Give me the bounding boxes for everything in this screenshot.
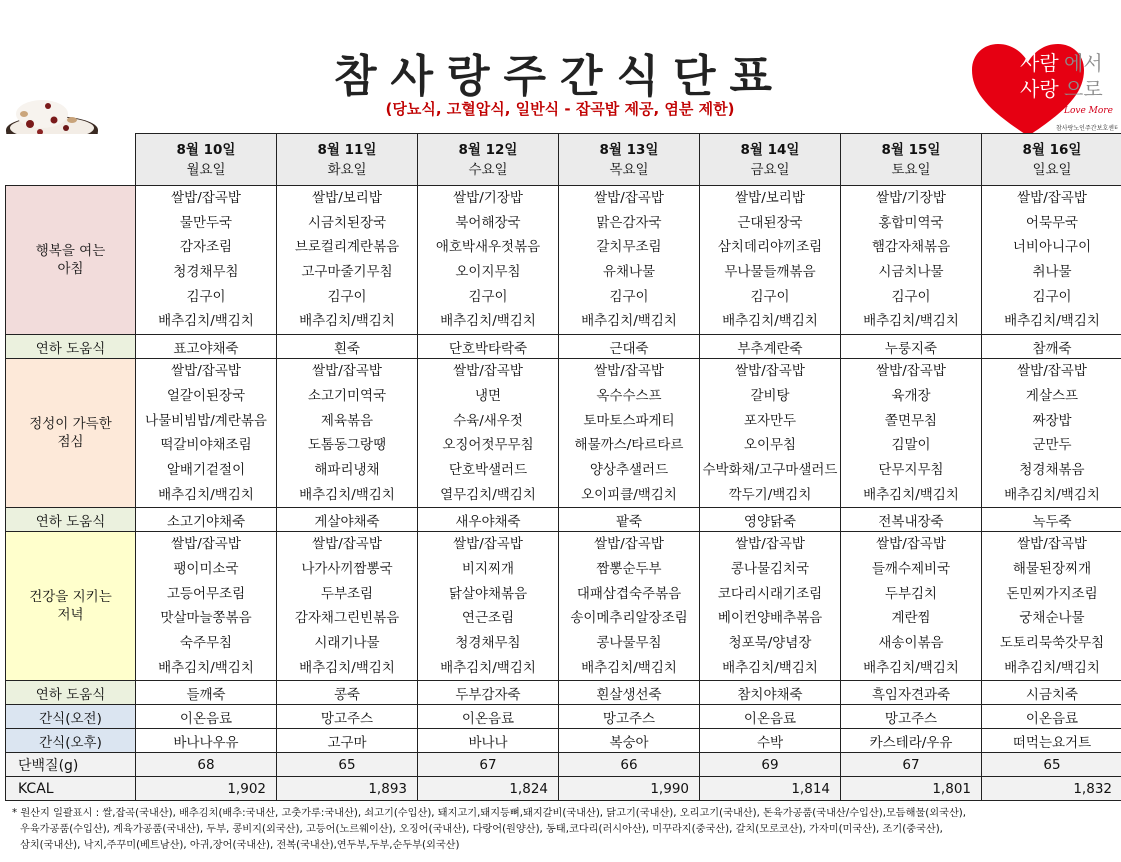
menu-item: 김구이 — [1032, 288, 1072, 305]
breakfast-label-line: 행복을 여는 — [35, 243, 106, 260]
menu-item: 홍합미역국 — [878, 214, 944, 231]
snack_am-cell: 망고주스 — [841, 705, 982, 729]
snack_pm-cell: 수박 — [700, 729, 841, 753]
lunch_porridge-cell: 새우야채죽 — [418, 508, 559, 532]
dinner-menu-cell — [841, 532, 982, 681]
snack_am-cell: 망고주스 — [559, 705, 700, 729]
menu-item: 오이피클/백김치 — [581, 486, 677, 503]
menu-item: 해물된장찌개 — [1012, 560, 1092, 577]
protein-row — [6, 753, 1121, 777]
menu-item: 김구이 — [186, 288, 226, 305]
logo-text-1a: 사람 — [1020, 51, 1059, 75]
breakfast_porridge-cell: 근대죽 — [559, 335, 700, 359]
menu-item: 대패삼겹숙주볶음 — [576, 585, 682, 602]
menu-item: 단무지무침 — [878, 461, 944, 478]
menu-item: 김구이 — [468, 288, 508, 305]
menu-item: 햄감자채볶음 — [871, 239, 951, 256]
menu-item: 너비아니구이 — [1012, 239, 1092, 256]
protein-cell: 65 — [277, 753, 418, 777]
lunch-menu-cell — [559, 359, 700, 508]
menu-item: 무나물들깨볶음 — [724, 264, 816, 281]
menu-item: 배추김치/백김치 — [1004, 659, 1100, 676]
menu-item: 배추김치/백김치 — [722, 659, 818, 676]
dinner-menu-cell — [277, 532, 418, 681]
menu-item: 배추김치/백김치 — [581, 659, 677, 676]
dinner-menu-cell — [418, 532, 559, 681]
menu-item: 배추김치/백김치 — [299, 486, 395, 503]
protein-cell: 69 — [700, 753, 841, 777]
lunch_porridge-cell: 녹두죽 — [982, 508, 1121, 532]
menu-item: 연근조림 — [461, 610, 515, 627]
day-header: 8월 15일 토요일 — [841, 134, 982, 186]
menu-item: 청경채무침 — [173, 264, 239, 281]
dinner-menu-cell — [136, 532, 277, 681]
dinner-menu-cell — [559, 532, 700, 681]
breakfast-menu-cell — [700, 186, 841, 335]
snack_pm-cell: 복숭아 — [559, 729, 700, 753]
menu-item: 닭살야채볶음 — [448, 585, 528, 602]
menu-item: 도톰동그랑땡 — [307, 437, 387, 454]
snack_pm-cell: 카스테라/우유 — [841, 729, 982, 753]
menu-item: 배추김치/백김치 — [158, 313, 254, 330]
lunch_porridge-label: 연하 도움식 — [6, 508, 136, 532]
menu-item: 쌀밥/보리밥 — [735, 190, 805, 206]
menu-item: 쌀밥/잡곡밥 — [171, 363, 241, 380]
protein-cell: 66 — [559, 753, 700, 777]
snack_am-label: 간식(오전) — [6, 705, 136, 729]
menu-item: 쌀밥/기장밥 — [876, 190, 946, 206]
kcal-cell: 1,902 — [136, 777, 277, 801]
lunch-label — [6, 359, 136, 508]
day-header: 8월 12일 수요일 — [418, 134, 559, 186]
menu-item: 양상추샐러드 — [589, 461, 669, 478]
menu-item: 수박화채/고구마샐러드 — [702, 461, 838, 478]
lunch-menu-cell — [418, 359, 559, 508]
menu-item: 계란찜 — [891, 610, 931, 627]
menu-item: 배추김치/백김치 — [440, 313, 536, 330]
breakfast_porridge-cell: 부추계란죽 — [700, 335, 841, 359]
menu-item: 배추김치/백김치 — [299, 659, 395, 676]
snack_pm-cell: 바나나 — [418, 729, 559, 753]
footnote-line: * 원산지 일괄표시 : 쌀,잡곡(국내산), 배추김치(배추:국내산, 고춧가루:국내산), 쇠고기(수입산), 돼지고기,돼지등뼈,돼지갈비(국내산), 닭고기(국내산), 오리고기(국내산), 돈육가공품(국내산/수입산),모듬해물(외국산), — [12, 808, 967, 819]
snack_am-cell: 이온음료 — [700, 705, 841, 729]
menu-item: 쌀밥/보리밥 — [312, 190, 382, 206]
lunch-menu-cell — [700, 359, 841, 508]
kcal-cell: 1,990 — [559, 777, 700, 801]
snack_am-cell: 이온음료 — [982, 705, 1121, 729]
menu-item: 유채나물 — [602, 264, 656, 281]
lunch_porridge-cell: 팥죽 — [559, 508, 700, 532]
menu-item: 쌀밥/잡곡밥 — [594, 536, 664, 553]
menu-item: 쌀밥/잡곡밥 — [1017, 190, 1087, 206]
logo-org: 참사랑노인주간보호센터 — [1056, 125, 1118, 132]
menu-item: 맑은감자국 — [596, 214, 662, 231]
menu-item: 돈민찌가지조림 — [1006, 585, 1098, 602]
menu-item: 해파리냉채 — [314, 461, 380, 478]
menu-item: 김구이 — [609, 288, 649, 305]
page-subtitle: (당뇨식, 고혈압식, 일반식 - 잡곡밥 제공, 염분 제한) — [385, 100, 735, 118]
menu-item: 김구이 — [327, 288, 367, 305]
menu-item: 토마토스파게티 — [583, 412, 675, 429]
footnote-line: 삼치(국내산), 낙지,주꾸미(베트남산), 아귀,장어(국내산), 전복(국내산),연두부,두부,순두부(외국산) — [20, 840, 460, 851]
center-logo — [968, 40, 1118, 140]
menu-item: 콩나물김치국 — [730, 560, 810, 577]
menu-item: 나물비빔밥/계란볶음 — [145, 412, 267, 429]
dinner_porridge-cell: 두부감자죽 — [418, 681, 559, 705]
snack_pm-cell: 고구마 — [277, 729, 418, 753]
dinner_porridge-cell: 흰살생선죽 — [559, 681, 700, 705]
menu-item: 청경채볶음 — [1019, 461, 1085, 478]
menu-item: 시래기나물 — [314, 635, 380, 651]
menu-item: 갈치무조림 — [596, 239, 662, 256]
menu-item: 배추김치/백김치 — [158, 486, 254, 503]
menu-item: 코다리시래기조림 — [717, 585, 823, 602]
menu-item: 쌀밥/잡곡밥 — [312, 363, 382, 380]
menu-item: 브로컬리계란볶음 — [294, 239, 400, 256]
menu-item: 쌀밥/잡곡밥 — [312, 536, 382, 553]
kcal-cell: 1,814 — [700, 777, 841, 801]
menu-item: 배추김치/백김치 — [1004, 486, 1100, 503]
menu-item: 쌀밥/잡곡밥 — [594, 190, 664, 206]
dinner_porridge-label: 연하 도움식 — [6, 681, 136, 705]
lunch_porridge-cell: 게살야채죽 — [277, 508, 418, 532]
lunch_porridge-cell: 전복내장죽 — [841, 508, 982, 532]
menu-item: 송이메추리알장조림 — [570, 610, 688, 627]
snack_am-cell: 망고주스 — [277, 705, 418, 729]
dinner_porridge-cell: 흑임자견과죽 — [841, 681, 982, 705]
menu-item: 새송이볶음 — [878, 635, 944, 651]
menu-item: 쌀밥/잡곡밥 — [876, 363, 946, 380]
menu-item: 오징어젓무무침 — [442, 437, 534, 454]
menu-item: 깍두기/백김치 — [728, 486, 812, 503]
day-header-row — [6, 134, 1121, 186]
menu-item: 물만두국 — [179, 214, 233, 231]
menu-item: 배추김치/백김치 — [863, 313, 959, 330]
menu-item: 김말이 — [891, 437, 931, 454]
dinner-label-line: 저녁 — [57, 607, 84, 624]
kcal-label: KCAL — [6, 777, 136, 801]
menu-item: 베이컨양배추볶음 — [717, 610, 823, 627]
heart-logo-icon — [968, 40, 1118, 140]
menu-item: 애호박새우젓볶음 — [435, 239, 541, 256]
page-title: 참사랑주간식단표 — [333, 51, 787, 102]
menu-item: 쌀밥/잡곡밥 — [735, 536, 805, 553]
menu-item: 쌀밥/잡곡밥 — [1017, 363, 1087, 380]
menu-item: 들깨수제비국 — [871, 560, 951, 577]
lunch_porridge-cell: 영양닭죽 — [700, 508, 841, 532]
breakfast-label — [6, 186, 136, 335]
menu-item: 궁채순나물 — [1019, 610, 1085, 627]
menu-item: 감자조림 — [179, 239, 233, 256]
menu-item: 배추김치/백김치 — [299, 313, 395, 330]
day-header: 8월 14일 금요일 — [700, 134, 841, 186]
menu-item: 두부조림 — [320, 585, 374, 602]
dinner_porridge-cell: 참치야채죽 — [700, 681, 841, 705]
menu-item: 육개장 — [891, 387, 931, 404]
menu-item: 쌀밥/잡곡밥 — [171, 536, 241, 553]
menu-item: 청포묵/양념장 — [728, 635, 812, 651]
menu-item: 옥수수스프 — [596, 387, 662, 404]
lunch-menu-cell — [277, 359, 418, 508]
weekly-menu-table — [5, 133, 1121, 801]
menu-item: 쌀밥/잡곡밥 — [594, 363, 664, 380]
breakfast_porridge-row — [6, 335, 1121, 359]
menu-item: 쌀밥/잡곡밥 — [453, 536, 523, 553]
menu-item: 김구이 — [750, 288, 790, 305]
breakfast-menu-cell — [841, 186, 982, 335]
menu-item: 게살스프 — [1025, 387, 1079, 404]
menu-item: 알배기겉절이 — [166, 461, 246, 478]
breakfast_porridge-cell: 표고야채죽 — [136, 335, 277, 359]
lunch_porridge-cell: 소고기야채죽 — [136, 508, 277, 532]
menu-item: 배추김치/백김치 — [863, 486, 959, 503]
menu-item: 비지찌개 — [461, 560, 515, 577]
snack_am-row — [6, 705, 1121, 729]
header-corner — [6, 134, 136, 186]
lunch-label-line: 정성이 가득한 — [29, 416, 112, 433]
menu-item: 어묵무국 — [1025, 214, 1079, 231]
dinner_porridge-cell: 시금치죽 — [982, 681, 1121, 705]
protein-cell: 67 — [841, 753, 982, 777]
dinner_porridge-cell: 들깨죽 — [136, 681, 277, 705]
menu-item: 쌀밥/잡곡밥 — [453, 363, 523, 380]
menu-item: 시금치된장국 — [307, 214, 387, 231]
menu-item: 해물까스/타르타르 — [574, 437, 684, 454]
menu-item: 쫄면무침 — [884, 412, 938, 429]
logo-text-1b: 에서 — [1064, 51, 1103, 75]
kcal-row — [6, 777, 1121, 801]
menu-item: 배추김치/백김치 — [1004, 313, 1100, 330]
breakfast_porridge-cell: 참깨죽 — [982, 335, 1121, 359]
lunch-label-line: 점심 — [57, 434, 84, 451]
menu-item: 시금치나물 — [878, 264, 944, 281]
lunch-menu-cell — [982, 359, 1121, 508]
dinner-row — [6, 532, 1121, 681]
breakfast-menu-cell — [136, 186, 277, 335]
menu-item: 짜장밥 — [1032, 412, 1072, 429]
logo-text-2a: 사랑 — [1020, 77, 1059, 101]
snack_pm-row — [6, 729, 1121, 753]
breakfast-menu-cell — [418, 186, 559, 335]
protein-cell: 67 — [418, 753, 559, 777]
menu-item: 오이무침 — [743, 437, 797, 454]
day-header: 8월 11일 화요일 — [277, 134, 418, 186]
snack_am-cell: 이온음료 — [418, 705, 559, 729]
lunch-menu-cell — [841, 359, 982, 508]
footnote-line: 우육가공품(수입산), 계육가공품(국내산), 두부, 콩비지(외국산), 고등어(노르웨이산), 오징어(국내산), 다랑어(원양산), 동태,코다리(러시아산), 미꾸라지(중국산), 갈치(모로코산), 가자미(미국산), 조기(중국산), — [20, 824, 943, 835]
snack_pm-label: 간식(오후) — [6, 729, 136, 753]
menu-item: 배추김치/백김치 — [722, 313, 818, 330]
day-header: 8월 10일 월요일 — [136, 134, 277, 186]
breakfast_porridge-label: 연하 도움식 — [6, 335, 136, 359]
menu-item: 군만두 — [1032, 437, 1072, 454]
menu-item: 김구이 — [891, 288, 931, 305]
breakfast-row — [6, 186, 1121, 335]
menu-item: 쌀밥/잡곡밥 — [876, 536, 946, 553]
lunch-menu-cell — [136, 359, 277, 508]
dinner_porridge-cell: 콩죽 — [277, 681, 418, 705]
menu-item: 두부김치 — [884, 585, 938, 602]
kcal-cell: 1,893 — [277, 777, 418, 801]
menu-item: 도토리묵쑥갓무침 — [999, 635, 1105, 651]
menu-item: 숙주무침 — [179, 635, 233, 651]
breakfast-label-line: 아침 — [57, 261, 84, 278]
lunch-row — [6, 359, 1121, 508]
menu-item: 청경채무침 — [455, 635, 521, 651]
menu-item: 쌀밥/기장밥 — [453, 190, 523, 206]
menu-item: 수육/새우젓 — [453, 412, 523, 429]
menu-item: 열무김치/백김치 — [440, 486, 536, 503]
menu-item: 포자만두 — [743, 412, 797, 429]
menu-item: 짬뽕순두부 — [596, 560, 662, 577]
menu-item: 냉면 — [474, 387, 502, 404]
dinner-menu-cell — [982, 532, 1121, 681]
kcal-cell: 1,824 — [418, 777, 559, 801]
breakfast-menu-cell — [559, 186, 700, 335]
snack_pm-cell: 떠먹는요거트 — [982, 729, 1121, 753]
menu-item: 소고기미역국 — [307, 387, 387, 404]
menu-item: 나가사끼짬뽕국 — [301, 560, 393, 577]
logo-script: Love More — [1064, 106, 1113, 116]
protein-cell: 65 — [982, 753, 1121, 777]
protein-cell: 68 — [136, 753, 277, 777]
menu-item: 얼갈이된장국 — [166, 387, 246, 404]
protein-label: 단백질(g) — [6, 753, 136, 777]
menu-item: 배추김치/백김치 — [440, 659, 536, 676]
menu-item: 제육볶음 — [320, 412, 374, 429]
menu-item: 콩나물무침 — [596, 635, 662, 651]
menu-item: 떡갈비야채조림 — [160, 437, 252, 454]
menu-item: 배추김치/백김치 — [863, 659, 959, 676]
menu-item: 쌀밥/잡곡밥 — [735, 363, 805, 380]
day-header: 8월 16일 일요일 — [982, 134, 1121, 186]
dinner-label — [6, 532, 136, 681]
breakfast-menu-cell — [277, 186, 418, 335]
menu-item: 쌀밥/잡곡밥 — [1017, 536, 1087, 553]
kcal-cell: 1,801 — [841, 777, 982, 801]
menu-item: 고등어무조림 — [166, 585, 246, 602]
menu-item: 단호박샐러드 — [448, 461, 528, 478]
menu-item: 고구마줄기무침 — [301, 264, 393, 281]
menu-item: 오이지무침 — [455, 264, 521, 281]
menu-item: 쌀밥/잡곡밥 — [171, 190, 241, 206]
menu-item: 삼치데리야끼조림 — [717, 239, 823, 256]
snack_pm-cell: 바나나우유 — [136, 729, 277, 753]
menu-item: 근대된장국 — [737, 214, 803, 231]
menu-item: 갈비탕 — [750, 387, 790, 404]
lunch_porridge-row — [6, 508, 1121, 532]
breakfast_porridge-cell: 흰죽 — [277, 335, 418, 359]
breakfast-menu-cell — [982, 186, 1121, 335]
menu-item: 배추김치/백김치 — [581, 313, 677, 330]
kcal-cell: 1,832 — [982, 777, 1121, 801]
day-header: 8월 13일 목요일 — [559, 134, 700, 186]
breakfast_porridge-cell: 누룽지죽 — [841, 335, 982, 359]
snack_am-cell: 이온음료 — [136, 705, 277, 729]
menu-item: 팽이미소국 — [173, 560, 239, 577]
dinner_porridge-row — [6, 681, 1121, 705]
logo-text-2b: 으로 — [1064, 77, 1103, 101]
dinner-menu-cell — [700, 532, 841, 681]
origin-footnote — [12, 806, 1112, 854]
menu-item: 감자채그린빈볶음 — [294, 610, 400, 627]
menu-item: 북어해장국 — [455, 214, 521, 231]
breakfast_porridge-cell: 단호박타락죽 — [418, 335, 559, 359]
dinner-label-line: 건강을 지키는 — [29, 589, 112, 606]
menu-item: 맛살마늘쫑볶음 — [160, 610, 252, 627]
menu-item: 취나물 — [1032, 264, 1072, 281]
menu-item: 배추김치/백김치 — [158, 659, 254, 676]
